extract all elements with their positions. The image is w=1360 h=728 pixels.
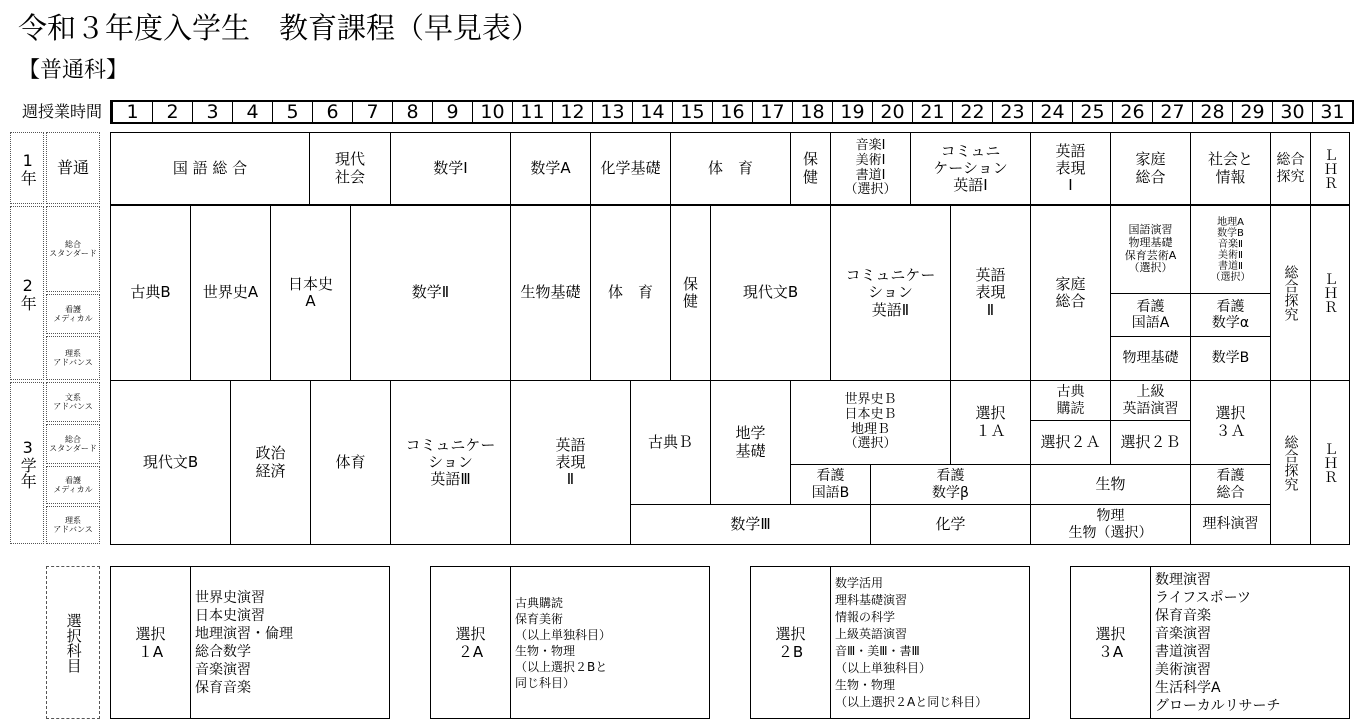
y3-kango-kokugo-b: 看護 国語B — [790, 464, 871, 505]
elective-label: 選択 ３A — [1071, 567, 1151, 718]
hour-cell: 24 — [1032, 100, 1072, 124]
electives-label: 選択科目 — [46, 566, 100, 719]
grade-2-label: 2年 — [10, 206, 44, 380]
weekly-hours-row — [110, 100, 1354, 124]
hour-cell: 21 — [912, 100, 952, 124]
y1-sogo-tankyu: 総合 探究 — [1270, 132, 1311, 205]
y2-sogo-tankyu: 総合探究 — [1270, 205, 1311, 381]
y2-kango-sugaku-alpha: 看護 数学α — [1190, 293, 1271, 337]
y2-seibutsu-kiso: 生物基礎 — [510, 205, 591, 381]
hour-cell: 19 — [832, 100, 872, 124]
y3-butsuri-seibutsu: 物理 生物（選択） — [1030, 504, 1191, 545]
y3-lhr: ＬＨＲ — [1310, 380, 1350, 545]
y2-lhr: ＬＨＲ — [1310, 205, 1350, 381]
elective-label: 選択 ２B — [751, 567, 831, 718]
hour-cell: 25 — [1072, 100, 1112, 124]
hour-cell: 4 — [232, 100, 272, 124]
elective-items: 世界史演習 日本史演習 地理演習・倫理 総合数学 音楽演習 保育音楽 — [195, 589, 293, 696]
y3-sentaku-3a: 選択 ３Ａ — [1190, 380, 1271, 465]
y2-select-right: 地理A 数学B 音楽Ⅱ 美術Ⅱ 書道Ⅱ （選択） — [1190, 205, 1271, 294]
elective-items: 古典購読 保育美術 （以上単独科目） 生物・物理 （以上選択２Bと 同じ科目） — [515, 595, 612, 690]
hour-cell: 22 — [952, 100, 992, 124]
hour-cell: 11 — [512, 100, 552, 124]
grade-1-label: 1年 — [10, 132, 44, 204]
y3-sentaku-1a: 選択 １Ａ — [950, 380, 1031, 465]
y3-koten-kodoku: 古典 購読 — [1030, 380, 1111, 421]
hour-cell: 16 — [712, 100, 752, 124]
y1-katei-sogo: 家庭 総合 — [1110, 132, 1191, 205]
hour-cell: 14 — [632, 100, 672, 124]
y3-koten-b: 古典Ｂ — [630, 380, 711, 505]
y1-hoken: 保 健 — [790, 132, 831, 205]
y1-lhr: ＬＨＲ — [1310, 132, 1350, 205]
hour-cell: 12 — [552, 100, 592, 124]
hour-cell: 8 — [392, 100, 432, 124]
course-kango-medical-3: 看護 メディカル — [46, 466, 100, 504]
hour-cell: 9 — [432, 100, 472, 124]
y1-sugaku-1: 数学Ⅰ — [390, 132, 511, 205]
y3-history-select: 世界史Ｂ 日本史Ｂ 地理Ｂ （選択） — [790, 380, 951, 465]
hour-cell: 15 — [672, 100, 712, 124]
y1-taiiku: 体 育 — [670, 132, 791, 205]
hour-cell: 23 — [992, 100, 1032, 124]
y3-jokyu-eigo: 上級 英語演習 — [1110, 380, 1191, 421]
hour-cell: 13 — [592, 100, 632, 124]
y1-gendai-shakai: 現代 社会 — [309, 132, 391, 205]
y2-sugaku-2: 数学Ⅱ — [350, 205, 511, 381]
y3-sentaku-2a: 選択２Ａ — [1030, 420, 1111, 465]
elective-1a — [110, 566, 390, 719]
hour-cell: 20 — [872, 100, 912, 124]
y1-kokugo-sogo: 国 語 総 合 — [110, 132, 310, 205]
course-futsu: 普通 — [46, 132, 100, 204]
y2-nihonshi-a: 日本史 A — [270, 205, 351, 381]
y1-shakai-joho: 社会と 情報 — [1190, 132, 1271, 205]
y2-eigo-hyogen-2: 英語 表現 Ⅱ — [950, 205, 1031, 381]
hour-cell: 2 — [152, 100, 192, 124]
y3-taiiku: 体育 — [310, 380, 391, 545]
y2-koten-b: 古典B — [110, 205, 191, 381]
hour-cell: 26 — [1112, 100, 1152, 124]
hour-cell: 1 — [112, 100, 152, 124]
y2-butsuri-kiso: 物理基礎 — [1110, 336, 1191, 381]
grade-3-label: 3学年 — [10, 382, 44, 544]
y3-kagaku: 化学 — [870, 504, 1031, 545]
y3-kango-sogo: 看護 総合 — [1190, 464, 1271, 505]
y1-sugaku-a: 数学A — [510, 132, 591, 205]
elective-3a — [1070, 566, 1350, 719]
course-bunkei-advance-3: 文系 アドバンス — [46, 382, 100, 422]
y3-comm-english-3: コミュニケー ション 英語Ⅲ — [390, 380, 511, 545]
hour-cell: 3 — [192, 100, 232, 124]
hour-cell: 6 — [312, 100, 352, 124]
elective-2b — [750, 566, 1030, 719]
y2-sekaishi-a: 世界史A — [190, 205, 271, 381]
hour-cell: 31 — [1312, 100, 1352, 124]
hour-cell: 7 — [352, 100, 392, 124]
course-rikei-advance-3: 理系 アドバンス — [46, 506, 100, 544]
elective-2a — [430, 566, 710, 719]
hour-cell: 28 — [1192, 100, 1232, 124]
y2-gendaibun-b: 現代文B — [710, 205, 831, 381]
y3-rika-enshu: 理科演習 — [1190, 504, 1271, 545]
elective-label: 選択 １A — [111, 567, 191, 718]
hour-cell: 27 — [1152, 100, 1192, 124]
y2-sugaku-b: 数学B — [1190, 336, 1271, 381]
y1-kagaku-kiso: 化学基礎 — [590, 132, 671, 205]
y3-seibutsu: 生物 — [1030, 464, 1191, 505]
y3-chigaku-kiso: 地学 基礎 — [710, 380, 791, 505]
y1-comm-english-1: コミュニ ケーション 英語Ⅰ — [910, 132, 1031, 205]
hour-cell: 10 — [472, 100, 512, 124]
y1-eigo-hyogen-1: 英語 表現 Ⅰ — [1030, 132, 1111, 205]
hour-cell: 17 — [752, 100, 792, 124]
page-title: 令和３年度入学生 教育課程（早見表） — [18, 11, 541, 45]
hour-cell: 18 — [792, 100, 832, 124]
hour-cell: 5 — [272, 100, 312, 124]
elective-items: 数学活用 理科基礎演習 情報の科学 上級英語演習 音Ⅲ・美Ⅲ・書Ⅲ （以上単独科目） 生物・物理 （以上選択２Aと同じ科目） — [835, 575, 988, 709]
y2-katei-sogo: 家庭 総合 — [1030, 205, 1111, 381]
elective-label: 選択 ２A — [431, 567, 511, 718]
y2-comm-english-2: コミュニケー ション 英語Ⅱ — [830, 205, 951, 381]
y3-sentaku-2b: 選択２Ｂ — [1110, 420, 1191, 465]
y3-sogo-tankyu: 総合探究 — [1270, 380, 1311, 545]
y3-gendaibun-b: 現代文B — [110, 380, 231, 545]
y2-kango-kokugo-a: 看護 国語A — [1110, 293, 1191, 337]
y2-hoken: 保 健 — [670, 205, 711, 381]
course-kango-medical-2: 看護 メディカル — [46, 294, 100, 334]
y2-select-left: 国語演習 物理基礎 保育芸術A （選択） — [1110, 205, 1191, 294]
y3-sugaku-3: 数学Ⅲ — [630, 504, 871, 545]
y3-seiji-keizai: 政治 経済 — [230, 380, 311, 545]
hour-cell: 29 — [1232, 100, 1272, 124]
course-sogo-standard-3: 総合 スタンダード — [46, 424, 100, 464]
y2-taiiku: 体 育 — [590, 205, 671, 381]
y3-eigo-hyogen-2: 英語 表現 Ⅱ — [510, 380, 631, 545]
course-rikei-advance-2: 理系 アドバンス — [46, 336, 100, 380]
page-subtitle: 【普通科】 — [18, 58, 129, 83]
y3-kango-sugaku-beta: 看護 数学β — [870, 464, 1031, 505]
elective-items: 数理演習 ライフスポーツ 保育音楽 音楽演習 書道演習 美術演習 生活科学A グローカルリサーチ — [1155, 571, 1281, 714]
weekly-hours-label: 週授業時間 — [21, 102, 102, 121]
hour-cell: 30 — [1272, 100, 1312, 124]
course-sogo-standard-2: 総合 スタンダード — [46, 206, 100, 292]
y1-geijutsu-select: 音楽Ⅰ 美術Ⅰ 書道Ⅰ （選択） — [830, 132, 911, 205]
